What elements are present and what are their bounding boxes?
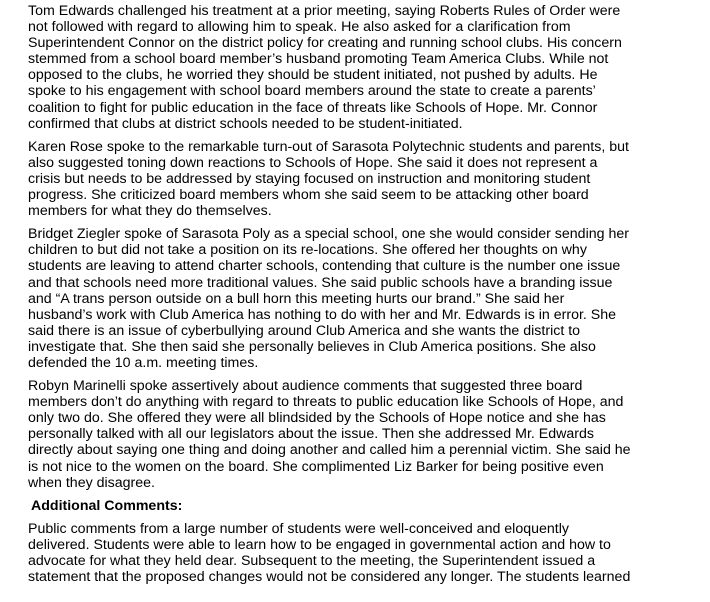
paragraph-public-comments: Public comments from a large number of students were well-conceived and eloquently delivered. Students were able to learn how to be engaged in governmental action and how to advocate for what they held dear. Subsequent to the meeting, the Superintendent issued a statement that the proposed changes would not be considered any longer. The students learned — [28, 520, 631, 586]
section-heading-additional-comments: Additional Comments: — [31, 497, 183, 514]
document-page — [28, 3, 688, 592]
paragraph-robyn-marinelli: Robyn Marinelli spoke assertively about audience comments that suggested three board members don’t do anything with regard to threats to public education like Schools of Hope, and only two do. She offered they were all blindsided by the Schools of Hope notice and she has personally talked with all our legislators about the issue. Then she addressed Mr. Edwards directly about saying one thing and doing another and called him a perennial victim. She said he is not nice to the women on the board. She complimented Liz Barker for being positive even when they disagree. — [28, 378, 631, 491]
paragraph-tom-edwards: Tom Edwards challenged his treatment at a prior meeting, saying Roberts Rules of Order were not followed with regard to allowing him to speak. He also asked for a clarification from Superintendent Connor on the district policy for creating and running school clubs. His concern stemmed from a school board member’s husband promoting Team America Clubs. While not opposed to the clubs, he worried they should be student initiated, not pushed by adults. He spoke to his engagement with school board members around the state to create a parents’ coalition to fight for public education in the face of threats like Schools of Hope. Mr. Connor confirmed that clubs at district schools needed to be student-initiated. — [28, 3, 622, 132]
paragraph-bridget-ziegler: Bridget Ziegler spoke of Sarasota Poly as a special school, one she would consider sending her children to but did not take a position on its re-locations. She offered her thoughts on why students are leaving to attend charter schools, contending that culture is the number one issue and that schools need more traditional values. She said public schools have a branding issue and “A trans person outside on a bull horn this meeting hurts our brand.” She said her husband’s work with Club America has nothing to do with her and Mr. Edwards is in error. She said there is an issue of cyberbullying around Club America and she wants the district to investigate that. She then said she personally believes in Club America positions. She also defended the 10 a.m. meeting times. — [28, 226, 629, 371]
paragraph-karen-rose: Karen Rose spoke to the remarkable turn-out of Sarasota Polytechnic students and parents, but also suggested toning down reactions to Schools of Hope. She said it does not represent a crisis but needs to be addressed by staying focused on instruction and monitoring student progress. She criticized board members whom she said seem to be attacking other board members for what they do themselves. — [28, 138, 629, 220]
